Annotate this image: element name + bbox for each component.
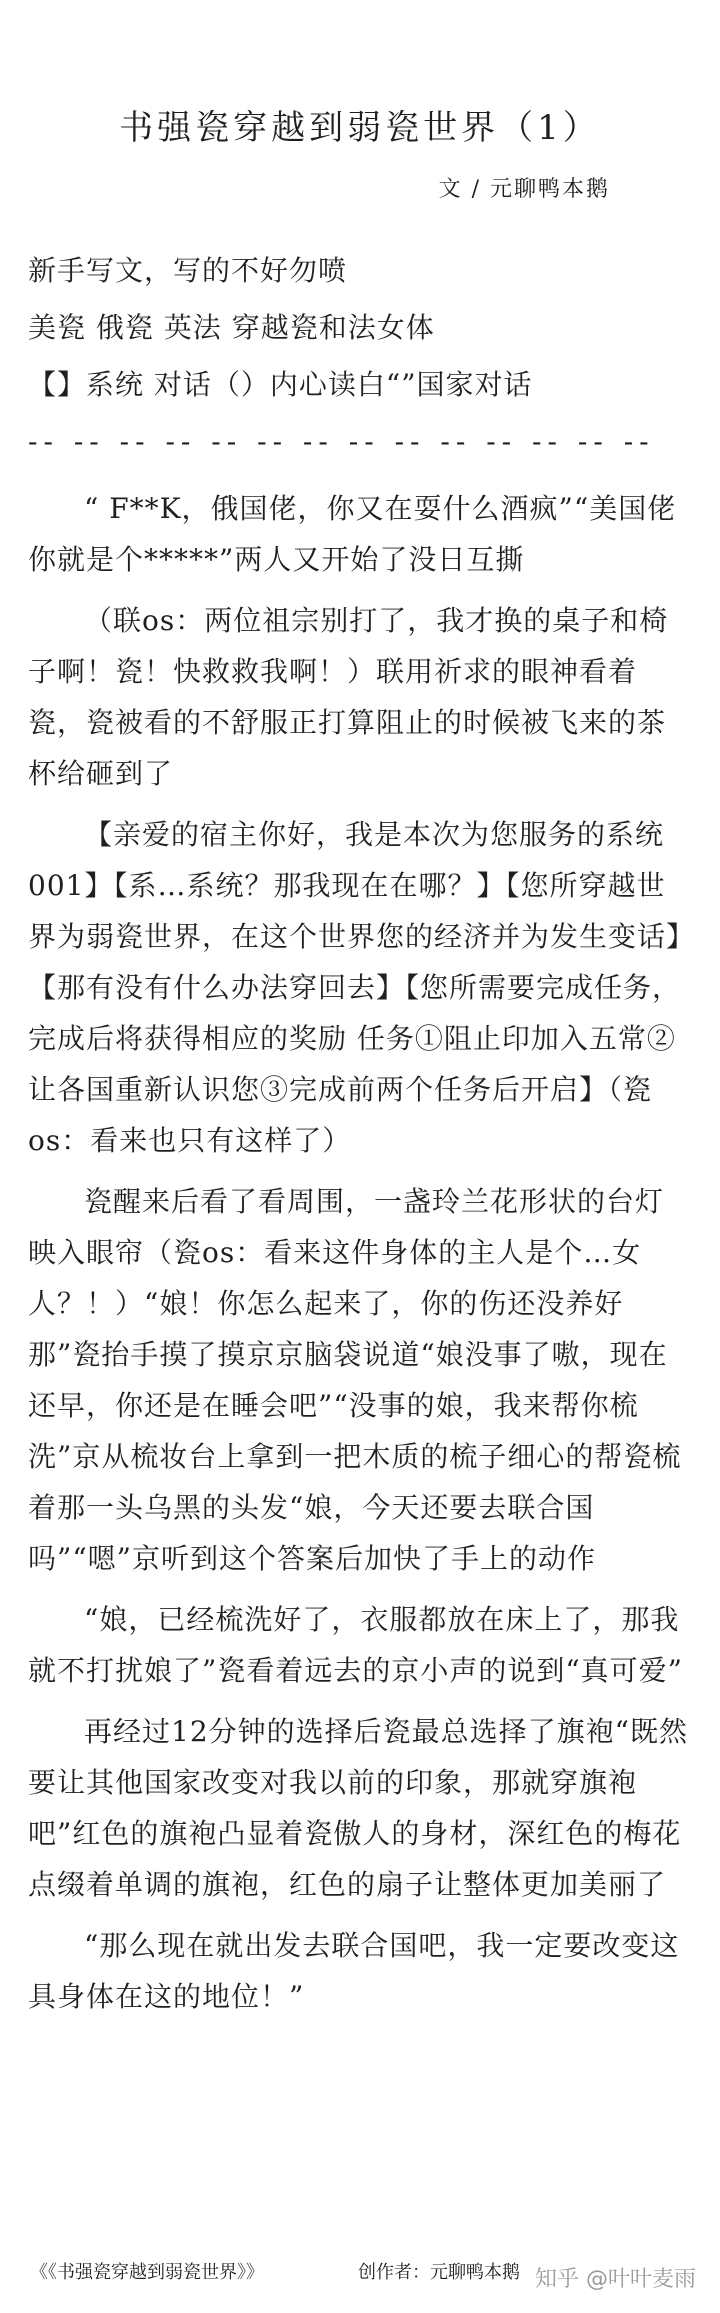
footer-book-title: 《《书强瓷穿越到弱瓷世界》》 <box>30 2262 264 2283</box>
paragraph: “那么现在就出发去联合国吧，我一定要改变这具身体在这的地位！” <box>28 1929 680 2013</box>
zhihu-watermark: 知乎 @叶叶麦雨 <box>535 2267 696 2292</box>
header-notes <box>28 245 690 467</box>
paragraph: “ F**K，俄国佬，你又在耍什么酒疯”“美国佬你就是个*****”两人又开始了没日互撕 <box>28 492 677 576</box>
paragraph: 【亲爱的宿主你好，我是本次为您服务的系统001】【系…系统？那我现在在哪？】【您所穿越世界为弱瓷世界，在这个世界您的经济并为发生变话】【那有没有什么办法穿回去】【您所需要完成任务，完成后将获得相应的奖励 任务①阻止印加入五常②让各国重新认识您③完成前两个任务后开启】（瓷os：看来也只有这样了） <box>28 818 682 1157</box>
paragraph: “娘，已经梳洗好了，衣服都放在床上了，那我就不打扰娘了”瓷看着远去的京小声的说到“真可爱” <box>28 1603 683 1687</box>
paragraph: 瓷醒来后看了看周围，一盏玲兰花形状的台灯映入眼帘（瓷os：看来这件身体的主人是个…女人？！）“娘！你怎么起来了，你的伤还没养好那”瓷抬手摸了摸京京脑袋说道“娘没事了嗷，现在还早，你还是在睡会吧”“没事的娘，我来帮你梳洗”京从梳妆台上拿到一把木质的梳子细心的帮瓷梳着那一头乌黑的头发“娘，今天还要去联合国吗”“嗯”京听到这个答案后加快了手上的动作 <box>28 1185 682 1575</box>
footer-creator: 创作者：元聊鸭本鹅 <box>358 2262 520 2283</box>
document-body <box>28 245 690 2022</box>
header-note: 新手写文，写的不好勿喷 <box>28 254 348 287</box>
author-line: 文 / 元聊鸭本鹅 <box>438 177 610 202</box>
document-title: 书强瓷穿越到弱瓷世界（1） <box>119 108 601 148</box>
paragraph: （联os：两位祖宗别打了，我才换的桌子和椅子啊！瓷！快救救我啊！）联用祈求的眼神看着瓷，瓷被看的不舒服正打算阻止的时候被飞来的茶杯给砸到了 <box>28 604 669 790</box>
header-note: 【】系统 对话（）内心读白“”国家对话 <box>28 368 533 401</box>
paragraph: 再经过12分钟的选择后瓷最总选择了旗袍“既然要让其他国家改变对我以前的印象，那就穿旗袍吧”红色的旗袍凸显着瓷傲人的身材，深红色的梅花点缀着单调的旗袍，红色的扇子让整体更加美丽了 <box>28 1715 688 1901</box>
divider-line: -- -- -- -- -- -- -- -- -- -- -- -- -- -- <box>28 425 655 458</box>
header-note: 美瓷 俄瓷 英法 穿越瓷和法女体 <box>28 311 435 344</box>
